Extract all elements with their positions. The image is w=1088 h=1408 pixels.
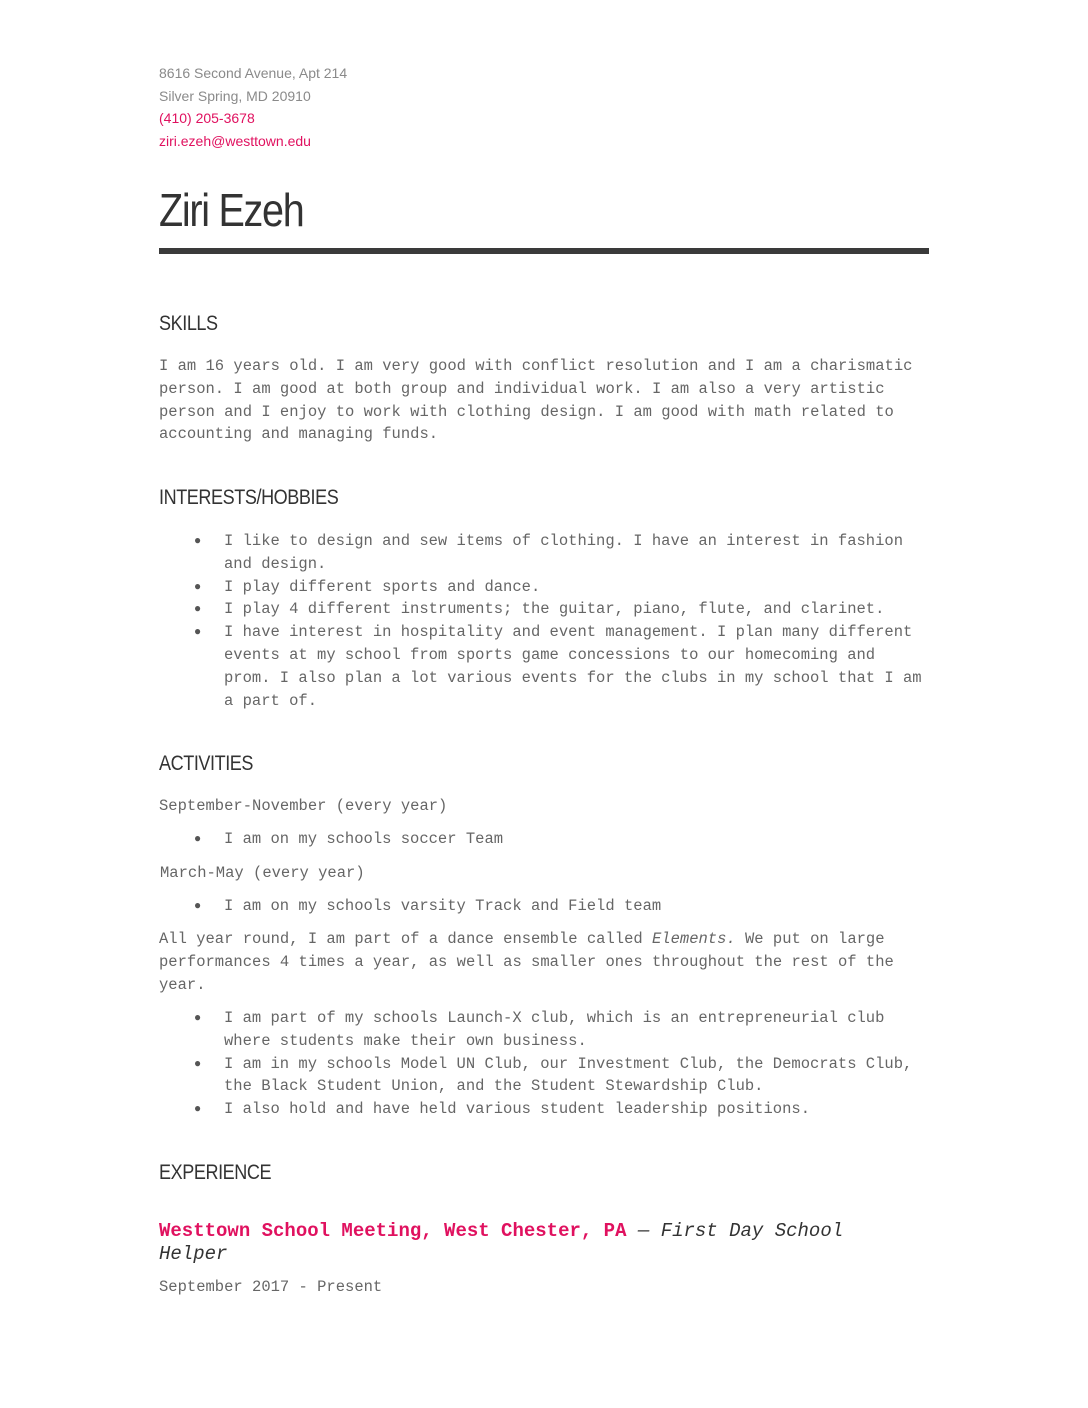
interests-heading: INTERESTS/HOBBIES [159,486,339,509]
list-item: ● I am on my schools varsity Track and Field team [159,895,929,918]
bullet-icon: ● [194,1056,202,1071]
experience-org: Westtown School Meeting, West Chester, PA [159,1220,627,1242]
phone-number: (410) 205-3678 [159,110,255,126]
bullet-icon: ● [194,899,202,913]
list-item: ● I like to design and sew items of clothing. I have an interest in fashion and design. [194,532,904,573]
list-item: ● I am on my schools soccer Team [159,828,929,851]
list-item: ● I am in my schools Model UN Club, our Investment Club, the Democrats Club, the Black Student Union, and the Student Stewardship Club. [194,1054,913,1096]
period-1-list [159,828,929,851]
experience-role: First Day School Helper [159,1220,844,1265]
header-divider [159,248,929,254]
activities-list [159,1007,929,1121]
activities-period-1: September-November (every year) [159,797,448,815]
skills-heading: SKILLS [159,312,218,335]
email-address: ziri.ezeh@westtown.edu [159,132,311,149]
list-item: ● I play different sports and dance. [159,576,929,599]
bullet-icon: ● [194,832,202,846]
year-round-paragraph: All year round, I am part of a dance ensemble called Elements. We put on large performances 4 times a year, as well as smaller ones throughout the rest of the year. [159,930,894,994]
list-item: ● I play 4 different instruments; the guitar, piano, flute, and clarinet. [159,598,929,621]
bullet-icon: ● [194,534,202,548]
resume-page [159,62,929,1296]
contact-block [159,62,929,152]
experience-dates: September 2017 - Present [159,1278,383,1296]
person-name: Ziri Ezeh [159,184,304,236]
ensemble-name: Elements. [651,930,736,948]
bullet-icon: ● [194,625,202,640]
activities-period-2: March-May (every year) [160,864,365,882]
experience-entry-title: Westtown School Meeting, West Chester, PA — First Day School Helper [159,1220,844,1265]
bullet-icon: ● [194,1011,202,1025]
period-2-list [159,895,929,918]
experience-heading: EXPERIENCE [159,1161,272,1184]
list-item: ● I also hold and have held various student leadership positions. [159,1098,929,1121]
list-item: ● I have interest in hospitality and event management. I plan many different events at my school from sports game concessions to our homecoming and prom. I also plan a lot various events for the clubs in my school that I am a part of. [194,623,922,710]
list-item: ● I am part of my schools Launch-X club, which is an entrepreneurial club where students make their own business. [194,1009,885,1050]
activities-heading: ACTIVITIES [159,752,254,775]
bullet-icon: ● [194,602,202,617]
bullet-icon: ● [194,1102,202,1117]
skills-text: I am 16 years old. I am very good with conflict resolution and I am a charismatic person. I am good at both group and individual work. I am also a very artistic person and I enjoy to work with clothing design. I am good with math related to accounting and managing funds. [159,357,913,444]
address-line-1: 8616 Second Avenue, Apt 214 [159,65,348,81]
address-line-2: Silver Spring, MD 20910 [159,87,311,104]
interests-list [159,530,929,712]
bullet-icon: ● [194,579,202,594]
